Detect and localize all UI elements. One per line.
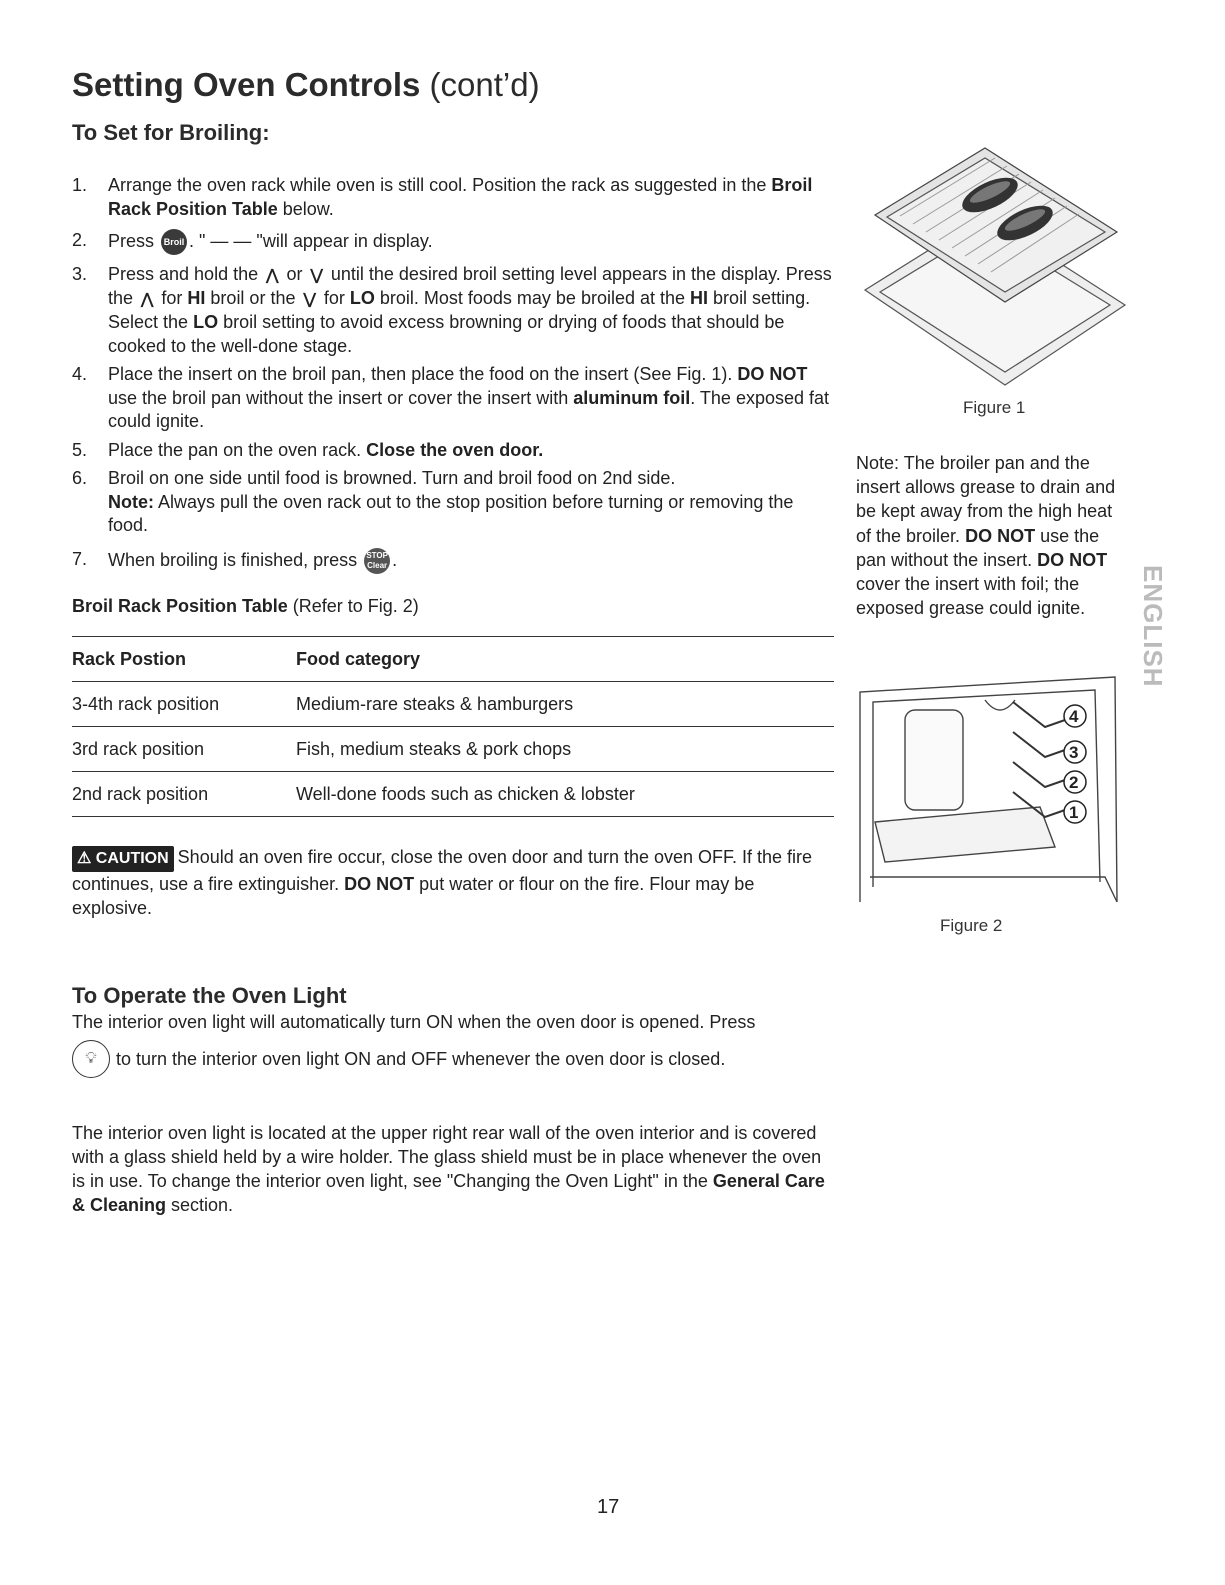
broil-button-icon: Broil (161, 229, 187, 255)
figure1-caption: Figure 1 (963, 398, 1026, 417)
oven-light-para1: The interior oven light will automatically turn ON when the oven door is opened. Press (72, 1012, 756, 1032)
down-arrow-icon: ⋁ (310, 266, 323, 284)
table-row (72, 727, 834, 772)
step-3: 3. Press and hold the ⋀ or ⋁ until the desired broil setting level appears in the display. Press the ⋀ for HI broil or the ⋁ for LO broil. Most foods may be broiled at the HI broil setting. Select the LO broil setting to avoid excess browning or drying of foods that should be cooked to the well-done stage. (72, 264, 832, 356)
page-number: 17 (597, 1496, 620, 1518)
broil-rack-table (72, 636, 834, 817)
title-main: Setting Oven Controls (72, 66, 421, 103)
broiling-steps (72, 174, 832, 579)
table-cell: 2nd rack position (72, 772, 296, 817)
side-note: Note: The broiler pan and the insert allows grease to drain and be kept away from the high heat of the broiler. DO NOT use the pan without the insert. DO NOT cover the insert with foil; the exposed grease could ignite. (856, 453, 1116, 619)
step-6: 6. Broil on one side until food is browned. Turn and broil food on 2nd side. Note: Always pull the oven rack out to the stop position before turning or removing the food. (72, 468, 794, 535)
table-cell: Well-done foods such as chicken & lobster (296, 772, 834, 817)
oven-light-para2: The interior oven light is located at the upper right rear wall of the oven interior and is covered with a glass shield held by a wire holder. The glass shield must be in place whenever the oven is in use. To change the interior oven light, see "Changing the Oven Light" in the General Care & Cleaning section. (72, 1123, 825, 1215)
table-row (72, 772, 834, 817)
oven-rack-figure (855, 672, 1125, 908)
step-7: 7. When broiling is finished, press STOP Clear . (72, 548, 832, 574)
caution-block: ⚠ CAUTION Should an oven fire occur, close the oven door and turn the oven OFF. If the fire continues, use a fire extinguisher. DO NOT put water or flour on the fire. Flour may be explosive. (72, 847, 813, 918)
step-1: 1. Arrange the oven rack while oven is still cool. Position the rack as suggested in the Broil Rack Position Table below. (72, 175, 813, 219)
up-arrow-icon: ⋀ (141, 290, 154, 308)
table-header-row (72, 637, 834, 682)
page-title (72, 66, 540, 104)
table-cell: Medium-rare steaks & hamburgers (296, 682, 834, 727)
oven-light-line2: 💡︎ to turn the interior oven light ON and OFF whenever the oven door is closed. (72, 1040, 725, 1078)
rack-number-1: 1 (1069, 803, 1079, 822)
step-5: 5. Place the pan on the oven rack. Close the oven door. (72, 439, 544, 460)
table-cell: 3-4th rack position (72, 682, 296, 727)
broiling-heading: To Set for Broiling: (72, 120, 270, 145)
light-bulb-icon: 💡︎ (72, 1040, 110, 1078)
table-row (72, 682, 834, 727)
table-cell: Fish, medium steaks & pork chops (296, 727, 834, 772)
table-header: Food category (296, 637, 834, 682)
figure2-caption: Figure 2 (940, 916, 1003, 935)
table-header: Rack Postion (72, 637, 296, 682)
stop-clear-button-icon: STOP Clear (364, 548, 390, 574)
step-4: 4. Place the insert on the broil pan, then place the food on the insert (See Fig. 1). DO NOT use the broil pan without the insert or cover the insert with aluminum foil. The exposed fat could ignite. (72, 364, 830, 431)
oven-light-heading: To Operate the Oven Light (72, 983, 347, 1008)
rack-number-4: 4 (1069, 707, 1079, 726)
caution-badge: ⚠ CAUTION (72, 846, 174, 872)
down-arrow-icon: ⋁ (303, 290, 316, 308)
rack-number-3: 3 (1069, 743, 1079, 762)
up-arrow-icon: ⋀ (266, 266, 279, 284)
title-suffix: (cont’d) (420, 66, 540, 103)
step-2: 2. Press Broil . " — — "will appear in display. (72, 229, 832, 255)
table-cell: 3rd rack position (72, 727, 296, 772)
language-margin-label: ENGLISH (1138, 565, 1168, 688)
broil-pan-figure (855, 140, 1130, 390)
rack-number-2: 2 (1069, 773, 1079, 792)
table-title: Broil Rack Position Table (Refer to Fig. 2) (72, 596, 419, 616)
